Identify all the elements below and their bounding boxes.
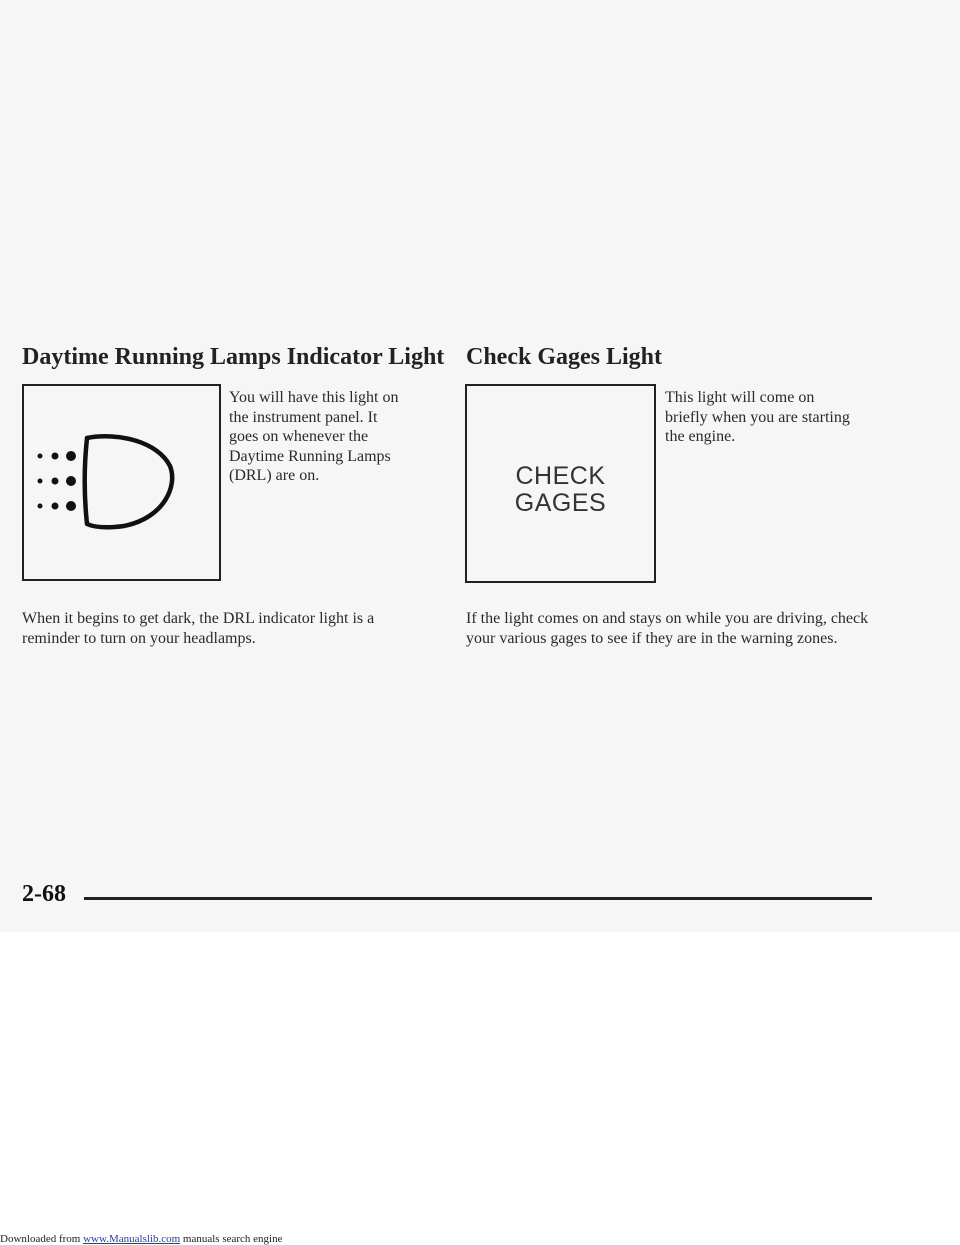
check-gages-section-title: Check Gages Light [466,344,663,370]
drl-indicator-figure [22,384,221,581]
check-gages-body-text: If the light comes on and stays on while you are driving, check your various gages to see if they are in the warning zones. [466,610,869,647]
check-gages-figure [465,384,656,583]
page-number: 2-68 [22,881,66,907]
download-footer [0,1233,282,1245]
drl-body-text: When it begins to get dark, the DRL indicator light is a reminder to turn on your headlamps. [22,610,375,647]
check-gages-symbol-line2: GAGES [514,489,607,517]
manualslib-link[interactable]: www.Manualslib.com [83,1233,181,1245]
footer-prefix: Downloaded from [0,1233,84,1245]
check-gages-symbol-line1: CHECK [515,462,606,490]
footer-suffix: manuals search engine [180,1233,283,1245]
page-footer-rule [84,897,872,900]
drl-headlamp-icon [24,386,219,579]
drl-section-title: Daytime Running Lamps Indicator Light [22,344,445,370]
check-gages-side-text: This light will come on briefly when you are starting the engine. [665,389,850,445]
drl-side-text: You will have this light on the instrument panel. It goes on whenever the Daytime Running Lamps (DRL) are on. [229,389,399,484]
